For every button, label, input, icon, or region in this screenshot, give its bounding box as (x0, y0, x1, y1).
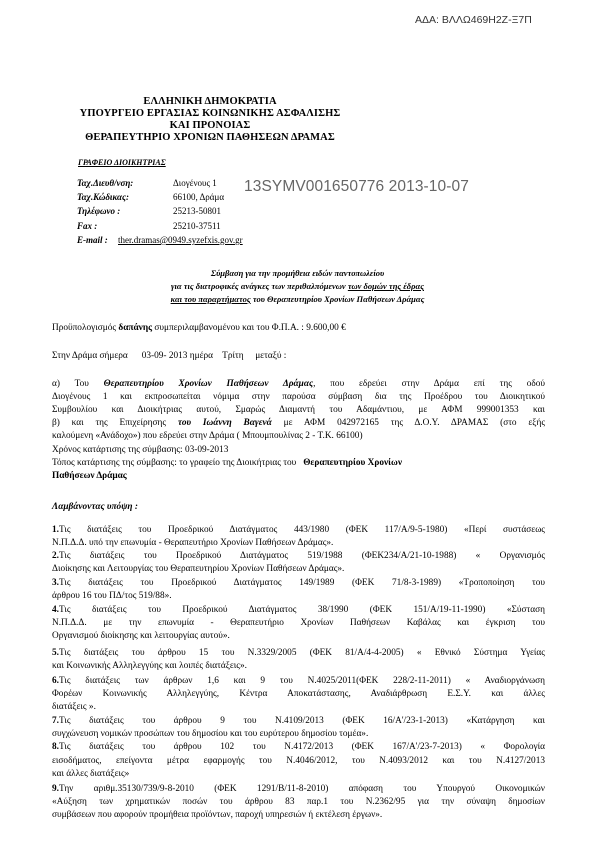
legal-item-number: 1. (52, 525, 59, 535)
subject-line-2 (0, 281, 595, 291)
legal-item-1-line-2 (52, 538, 333, 548)
legal-item-text: άρθρου 16 του ΠΔ/τος 519/88». (52, 591, 172, 601)
legal-item-3-line-1 (52, 578, 545, 588)
legal-item-7-line-2 (52, 729, 368, 739)
subject-text-3a: και του παραρτήματος (170, 294, 251, 304)
place-line-1 (52, 458, 402, 468)
header-ministry: ΥΠΟΥΡΓΕΙΟ ΕΡΓΑΣΙΑΣ ΚΟΙΝΩΝΙΚΗΣ ΑΣΦΑΛΙΣΗΣ (79, 108, 341, 119)
date-line: Στην Δράμα σήμερα 03-09- 2013 ημέρα Τρίτη μεταξύ : (52, 351, 287, 361)
legal-item-1-line-1 (52, 525, 545, 535)
email-label: E-mail : (77, 235, 108, 245)
legal-item-text: Τις διατάξεις του άρθρου 9 του Ν.4109/2013 (ΦΕΚ 16/Α'/23-1-2013) «Κατάργηση και (58, 716, 545, 726)
legal-item-3-line-2 (52, 591, 172, 601)
header-republic: ΕΛΛΗΝΙΚΗ ΔΗΜΟΚΡΑΤΙΑ (143, 96, 277, 107)
considering-heading: Λαμβάνοντας υπόψη : (52, 502, 138, 512)
party-a-name: Θεραπευτηρίου Χρονίων Παθήσεων Δράμας (103, 379, 314, 389)
budget-prefix: Προϋπολογισμός (52, 323, 119, 333)
party-b-suffix: με ΑΦΜ 042972165 της Δ.Ο.Υ. ΔΡΑΜΑΣ (στο εξής (271, 418, 545, 428)
budget-line (52, 323, 346, 333)
subject-text-2a: για τις διατροφικές ανάγκες των περιθαλπόμενων (171, 281, 348, 291)
legal-item-text: και Κοινωνικής Αλληλεγγύης και λοιπές διατάξεις». (52, 661, 247, 671)
legal-item-9-line-1 (52, 784, 545, 794)
legal-item-6-line-3 (52, 702, 96, 712)
legal-item-text: Τις διατάξεις του Προεδρικού Διατάγματος 519/1988 (ΦΕΚ234/Α/21-10-1988) « Οργανισμός (58, 551, 545, 561)
legal-item-6-line-2 (52, 689, 545, 699)
legal-item-text: Την αριθμ.35130/739/9-8-2010 (ΦΕΚ 1291/Β/11-8-2010) απόφαση του Υπουργού Οικονομικών (58, 784, 545, 794)
zip-value: 66100, Δράμα (173, 192, 225, 202)
legal-item-5-line-2 (52, 661, 247, 671)
budget-bold: δαπάνης (118, 323, 153, 333)
legal-item-text: Τις διατάξεις του Προεδρικού Διατάγματος 38/1990 (ΦΕΚ 151/Α/19-11-1990) «Σύσταση (58, 605, 545, 615)
legal-item-text: Διοίκησης και Λειτουργίας του Θεραπευτηρίου Χρονίων Παθήσεων Δράμας». (52, 564, 345, 574)
legal-item-number: 2. (52, 551, 59, 561)
email-link[interactable]: ther.dramas@0949.syzefxis.gov.gr (118, 235, 243, 245)
ada-code: ΑΔΑ: ΒΛΛΩ469Η2Ζ-Ξ7Π (415, 14, 532, 26)
subject-line-1 (0, 268, 595, 278)
phone-value: 25213-50801 (173, 206, 221, 216)
phone-label: Τηλέφωνο : (77, 206, 121, 216)
office-title: ΓΡΑΦΕΙΟ ΔΙΟΙΚΗΤΡΙΑΣ (78, 158, 166, 167)
legal-item-text: διατάξεις ». (52, 702, 96, 712)
party-a-prefix: α) Του (52, 379, 104, 389)
legal-item-9-line-3 (52, 810, 382, 820)
legal-item-text: Ν.Π.Δ.Δ. με την επωνυμία - Θεραπευτήριο Χρονίων Παθήσεων Καβάλας και έγκριση του (52, 618, 545, 628)
place-line-2: Παθήσεων Δράμας (52, 471, 127, 481)
legal-item-text: Τις διατάξεις του Προεδρικού Διατάγματος 149/1989 (ΦΕΚ 71/8-3-1989) «Τροποποίηση του (58, 578, 545, 588)
budget-suffix: συμπεριλαμβανομένου και του Φ.Π.Α. : 9.600,00 € (152, 323, 346, 333)
legal-item-text: Τις διατάξεις του Προεδρικού Διατάγματος 443/1980 (ΦΕΚ 117/Α/9-5-1980) «Περί συστάσεως (58, 525, 545, 535)
legal-item-number: 5. (52, 648, 59, 658)
zip-label: Ταχ.Κώδικας: (77, 192, 130, 202)
legal-item-number: 9. (52, 784, 59, 794)
legal-item-2-line-1 (52, 551, 545, 561)
registration-stamp: 13SYMV001650776 2013-10-07 (244, 178, 469, 195)
party-b-name: του Ιωάννη Βαγενά (177, 418, 272, 428)
legal-item-4-line-3 (52, 631, 230, 641)
legal-item-8-line-3 (52, 769, 129, 779)
party-b-line-2: καλούμενη «Ανάδοχο») που εδρεύει στην Δράμα ( Μπουμπουλίνας 2 - Τ.Κ. 66100) (52, 431, 363, 441)
legal-item-number: 7. (52, 716, 59, 726)
address-label: Ταχ.Διευθ/νση: (77, 178, 134, 188)
subject-text-3b: του Θεραπευτηρίου Χρονίων Παθήσεων Δράμας (250, 294, 425, 304)
place-name: Θεραπευτηρίου Χρονίων (303, 458, 403, 468)
legal-item-text: Τις διατάξεις του άρθρου 102 του Ν.4172/2013 (ΦΕΚ 167/Α'/23-7-2013) « Φορολογία (58, 742, 545, 752)
legal-item-6-line-1 (52, 676, 545, 686)
legal-item-text: Τις διατάξεις του άρθρου 15 του Ν.3329/2005 (ΦΕΚ 81/Α/4-4-2005) « Εθνικό Σύστημα Υγείας (58, 648, 545, 658)
legal-item-text: Ν.Π.Δ.Δ. υπό την επωνυμία - Θεραπευτήριο Χρονίων Παθήσεων Δράμας». (52, 538, 334, 548)
legal-item-7-line-1 (52, 716, 545, 726)
legal-item-text: εισοδήματος, επείγοντα μέτρα εφαρμογής του Ν.4046/2012, του Ν.4093/2012 και του Ν.4127/2013 (52, 756, 545, 766)
subject-text-2b: των δομών της έδρας (347, 281, 424, 291)
legal-item-number: 8. (52, 742, 59, 752)
place-prefix: Τόπος κατάρτισης της σύμβασης: το γραφείο της Διοικήτριας του (52, 458, 304, 468)
legal-item-4-line-1 (52, 605, 545, 615)
fax-label: Fax : (77, 221, 98, 231)
legal-item-number: 4. (52, 605, 59, 615)
legal-item-4-line-2 (52, 618, 545, 628)
legal-item-text: Τις διατάξεις των άρθρων 1,6 και 9 του Ν.4025/2011(ΦΕΚ 228/2-11-2011) « Αναδιοργάνωση (58, 676, 545, 686)
legal-item-number: 6. (52, 676, 59, 686)
party-a-line-3: Συμβουλίου και Διοικήτριας αυτού, Σμαρώς Διαμαντή του Αδαμάντιου, με ΑΦΜ 999001353 και (52, 405, 545, 415)
legal-item-5-line-1 (52, 648, 545, 658)
legal-item-8-line-1 (52, 742, 545, 752)
header-welfare: ΚΑΙ ΠΡΟΝΟΙΑΣ (169, 120, 251, 131)
legal-item-text: Οργανισμού διοίκησης και λειτουργίας αυτού». (52, 631, 230, 641)
legal-item-8-line-2 (52, 756, 545, 766)
legal-item-text: Φορέων Κοινωνικής Αλληλεγγύης, Κέντρα Αποκατάστασης, Αναδιάρθρωση Ε.Σ.Υ. και άλλες (52, 689, 545, 699)
legal-item-text: συγχώνευση νομικών προσώπων του δημοσίου και του ευρύτερου δημοσίου τομέα». (52, 729, 369, 739)
address-value: Διογένους 1 (173, 178, 217, 188)
subject-text-1: Σύμβαση για την προμήθεια ειδών παντοπωλείου (210, 268, 385, 278)
party-a-line-1 (52, 379, 545, 389)
party-b-prefix: β) και της Επιχείρησης (52, 418, 178, 428)
legal-item-text: συμβάσεων που αφορούν προμήθεια προϊόντων, παροχή υπηρεσιών ή εκτέλεση έργων». (52, 810, 383, 820)
legal-item-text: και άλλες διατάξεις» (52, 769, 130, 779)
party-a-line-2: Διογένους 1 και εκπροσωπείται νόμιμα στην παρούσα σύμβαση δια της Προέδρου του Διοικητικού (52, 392, 545, 402)
party-a-suffix: , που εδρεύει στην Δράμα επί της οδού (313, 379, 545, 389)
legal-item-9-line-2 (52, 797, 545, 807)
header-institution: ΘΕΡΑΠΕΥΤΗΡΙΟ ΧΡΟΝΙΩΝ ΠΑΘΗΣΕΩΝ ΔΡΑΜΑΣ (85, 132, 335, 143)
legal-item-text: «Αύξηση των χρηματικών ποσών του άρθρου 83 παρ.1 του Ν.2362/95 για την σύναψη δημοσίων (52, 797, 545, 807)
legal-item-number: 3. (52, 578, 59, 588)
legal-item-2-line-2 (52, 564, 344, 574)
fax-value: 25210-37511 (173, 221, 221, 231)
party-b-line-1 (52, 418, 545, 428)
subject-line-3 (0, 294, 595, 304)
time-line: Χρόνος κατάρτισης της σύμβασης: 03-09-2013 (52, 445, 229, 455)
